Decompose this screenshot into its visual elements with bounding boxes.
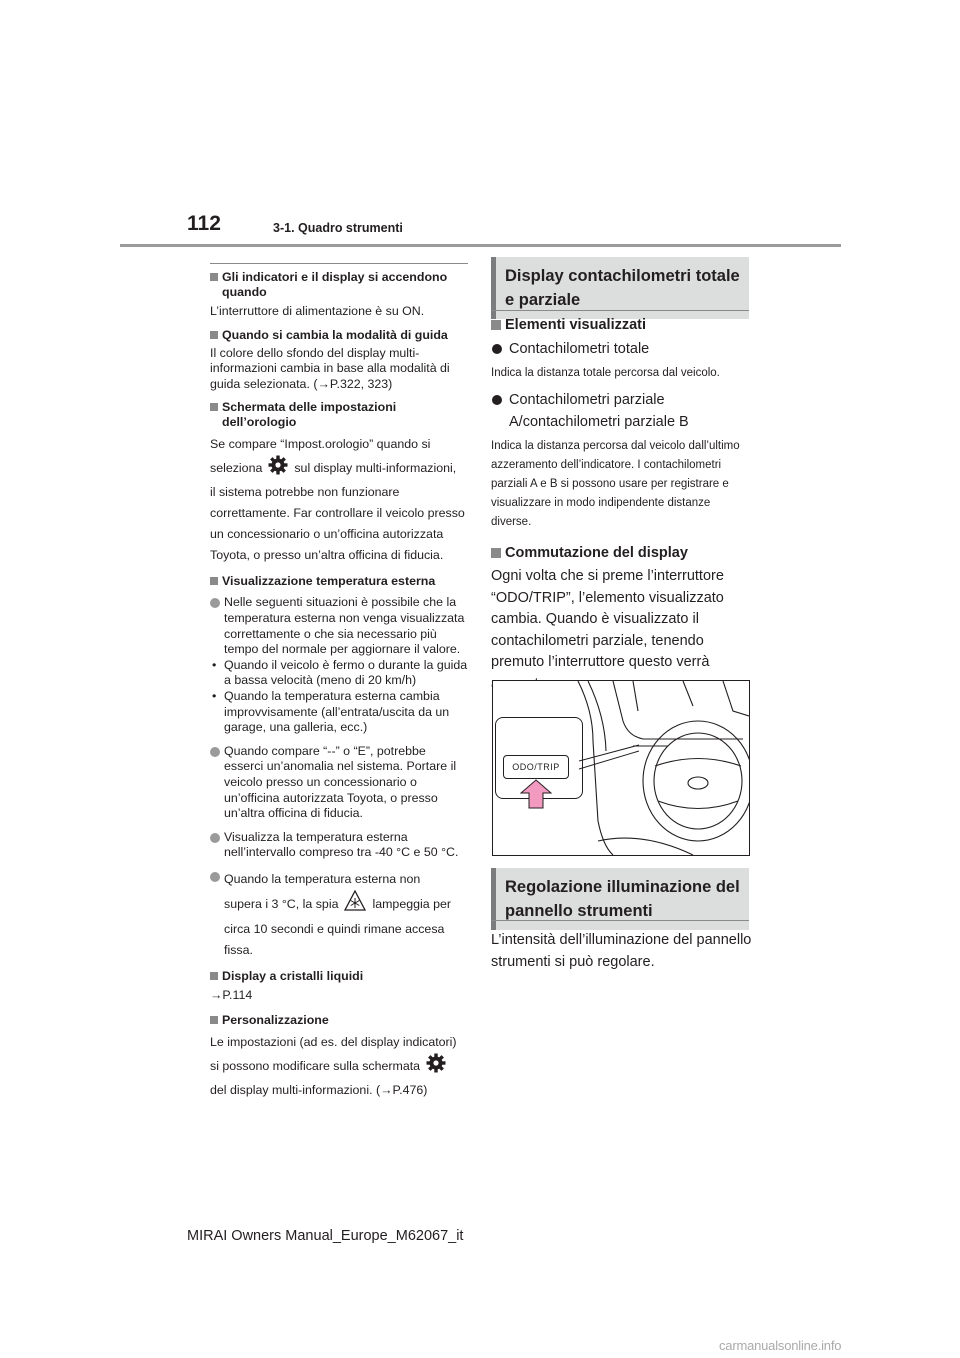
bullet-item: • Quando il veicolo è fermo o durante la guida a bassa velocità (meno di 20 km/h) <box>210 658 468 689</box>
dot-item: Visualizza la temperatura esterna nell’intervallo compreso tra -40 °C e 50 °C. <box>210 830 468 861</box>
text-line: Se compare “Impost.orologio” quando si <box>210 437 431 452</box>
paragraph: Ogni volta che si preme l’interruttore “ODO/TRIP”, l’elemento visualizzato cambia. Quando è visualizzato il contachilometri parziale, tenendo premuto l’interruttore questo verrà <box>491 568 724 670</box>
paragraph: Il colore dello sfondo del display multi-informazioni cambia in base alla modalità di guida selezionata. (→P.322, 323) <box>210 345 450 391</box>
subheading-switch: Commutazione del display <box>491 544 753 562</box>
dot-item-odometer: Contachilometri totale <box>491 338 753 360</box>
text-line: Quando la temperatura esterna non <box>224 871 421 886</box>
press-arrow-icon <box>519 779 553 809</box>
callout-lines <box>579 743 639 773</box>
heading-rule <box>491 920 749 921</box>
paragraph <box>210 434 468 566</box>
heading-illumination: Regolazione illuminazione del pannello strumenti <box>491 868 749 930</box>
subheading-drive-mode: Quando si cambia la modalità di guida <box>210 328 468 343</box>
dot-item: Nelle seguenti situazioni è possibile che la temperatura esterna non venga visualizzata correttamente o che sia necessario più tempo del normale per aggiornare il valore. <box>210 595 468 657</box>
paragraph <box>210 1032 468 1101</box>
ice-warning-icon <box>344 890 366 919</box>
text-block: il sistema potrebbe non funzionare correttamente. Far controllare il veicolo presso un concessionario o un’officina autorizzata Toyota, o presso un’altra officina di fiducia. <box>210 485 465 563</box>
odo-trip-button: ODO/TRIP <box>503 755 569 779</box>
paragraph: L’interruttore di alimentazione è su ON. <box>210 304 425 318</box>
subheading-temperature: Visualizzazione temperatura esterna <box>210 574 468 589</box>
subheading-items: Elementi visualizzati <box>491 316 753 334</box>
text-line: seleziona <box>210 461 263 476</box>
gear-icon <box>426 1053 446 1080</box>
text-line: sul display multi-informazioni, <box>294 461 457 476</box>
heading-odometer: Display contachilometri totale e parziale <box>491 257 749 319</box>
dot-item <box>210 869 468 961</box>
text-line: Le impostazioni (ad es. del display indicatori) <box>210 1035 457 1050</box>
text-block: circa 10 secondi e quindi rimane accesa fissa. <box>224 921 445 957</box>
subheading-personalization: Personalizzazione <box>210 1013 468 1028</box>
right-column-text <box>491 316 753 695</box>
page-number: 112 <box>187 212 221 235</box>
subheading-clock: Schermata delle impostazioni dell’orologio <box>210 400 468 430</box>
section-title: 3-1. Quadro strumenti <box>273 221 403 235</box>
description: Indica la distanza totale percorsa dal veicolo. <box>491 367 720 379</box>
watermark: carmanualsonline.info <box>719 1338 842 1353</box>
dot-item: Quando compare “--” o “E”, potrebbe esserci un’anomalia nel sistema. Portare il veicolo presso un concessionario o un’officina autorizzata Toyota, o presso un’altra officina di fiducia. <box>210 744 468 822</box>
text-line: lampeggia per <box>372 896 451 911</box>
paragraph-illumination: L’intensità dell’illuminazione del pannello strumenti si può regolare. <box>491 932 752 970</box>
figure-steering-wheel <box>492 680 750 856</box>
left-column <box>210 263 468 1101</box>
footer-text: MIRAI Owners Manual_Europe_M62067_it <box>187 1228 464 1244</box>
bullet-item: • Quando la temperatura esterna cambia improvvisamente (all’entrata/uscita da un garage, una galleria, ecc.) <box>210 689 468 736</box>
text-line: del display multi-informazioni. (→P.476) <box>210 1083 428 1098</box>
text-line: supera i 3 °C, la spia <box>224 896 339 911</box>
text-line: si possono modificare sulla schermata <box>210 1059 421 1074</box>
heading-rule <box>491 310 749 311</box>
page-reference: →P.114 <box>210 987 253 1002</box>
dot-item-trip: Contachilometri parziale A/contachilometri parziale B <box>491 389 753 433</box>
gear-icon <box>268 455 288 482</box>
subheading-lcd: Display a cristalli liquidi <box>210 969 468 984</box>
header-rule <box>120 244 841 247</box>
subheading-indicators: Gli indicatori e il display si accendono quando <box>210 270 468 300</box>
description: Indica la distanza percorsa dal veicolo dall’ultimo azzeramento dell’indicatore. I contachilometri parziali A e B si possono usare per registrare e visualizzare in modo indipendente distanze diverse. <box>491 440 740 528</box>
